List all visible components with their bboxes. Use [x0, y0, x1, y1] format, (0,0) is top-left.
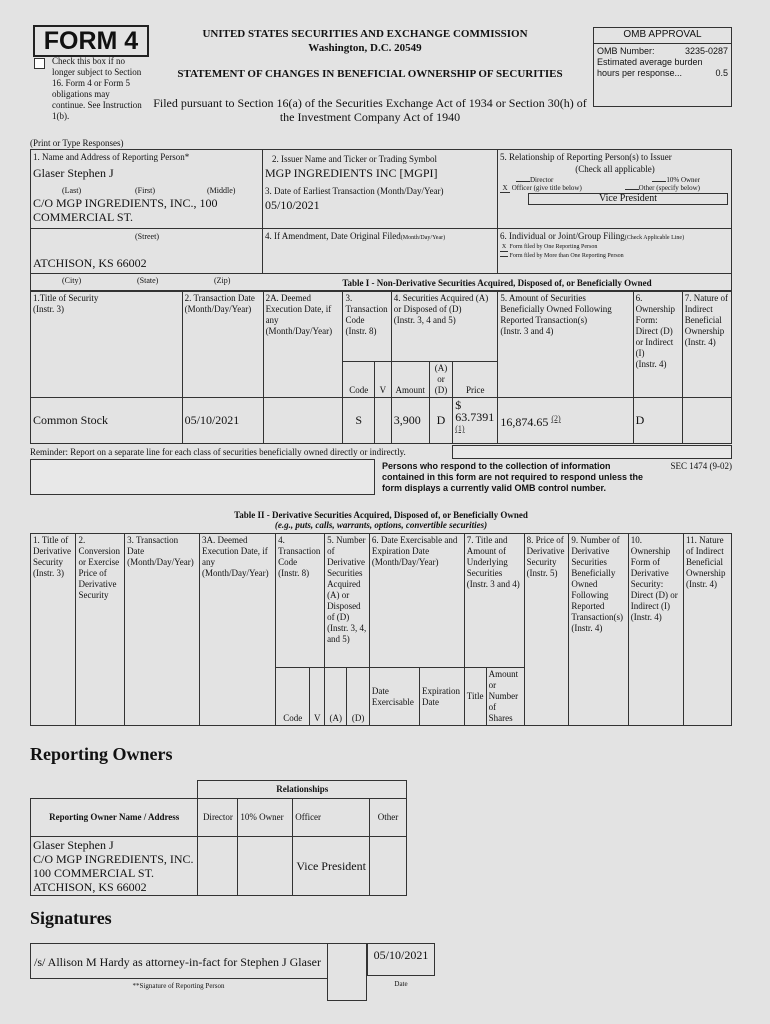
t1-v	[374, 398, 391, 444]
table1-title: Table I - Non-Derivative Securities Acquired, Disposed of, or Beneficially Owned	[342, 278, 652, 288]
t2-sub-amount: Amount or Number of Shares	[486, 668, 524, 726]
street-label: (Street)	[135, 232, 159, 241]
director-label: Director	[530, 176, 554, 184]
t1-h-code: 3. Transaction Code (Instr. 8)	[343, 292, 391, 362]
t2-h-date: 3. Transaction Date (Month/Day/Year)	[125, 534, 200, 726]
date-label: Date	[394, 980, 408, 988]
t1-transaction-date: 05/10/2021	[182, 398, 263, 444]
owner-officer: Vice President	[293, 837, 370, 896]
box2-label: 2. Issuer Name and Ticker or Trading Symbol	[272, 154, 437, 164]
officer-check: X	[500, 184, 510, 193]
agency-city: Washington, D.C. 20549	[308, 42, 422, 54]
first-label: (First)	[135, 186, 155, 195]
box1-footnote-mark: *	[184, 152, 190, 162]
t1-deemed-date	[263, 398, 343, 444]
t1-price-footnote[interactable]: (1)	[455, 424, 465, 433]
agency-name: UNITED STATES SECURITIES AND EXCHANGE COMMISSION	[202, 28, 528, 40]
t2-h-conversion: 2. Conversion or Exercise Price of Derivative Security	[76, 534, 125, 726]
box6-label: 6. Individual or Joint/Group Filing	[500, 231, 625, 241]
t1-owned: 16,874.65	[500, 415, 549, 429]
t2-h-owned: 9. Number of Derivative Securities Beneficially Owned Following Reported Transaction(s) (Instr. 4)	[569, 534, 628, 726]
t2-h-nature: 11. Nature of Indirect Beneficial Ownership (Instr. 4)	[684, 534, 732, 726]
t2-h-exercisable: 6. Date Exercisable and Expiration Date (Month/Day/Year)	[369, 534, 464, 668]
last-label: (Last)	[62, 186, 82, 195]
filed-pursuant: Filed pursuant to Section 16(a) of the Securities Exchange Act of 1934 or Section 30(h) of the Investment Company Act of 1940	[153, 96, 587, 124]
t1-h-nature: 7. Nature of Indirect Beneficial Ownership (Instr. 4)	[682, 292, 731, 398]
reporting-person-street: C/O MGP INGREDIENTS, INC., 100 COMMERCIAL ST.	[33, 196, 218, 224]
t1-owned-footnote[interactable]: (2)	[551, 414, 561, 423]
t2-h-number: 5. Number of Derivative Securities Acquired (A) or Disposed of (D) (Instr. 3, 4, and 5)	[325, 534, 370, 668]
t1-sub-price: Price	[453, 362, 498, 398]
t1-owned-cell	[498, 398, 633, 444]
box5-label: 5. Relationship of Reporting Person(s) to Issuer	[500, 152, 672, 162]
one-person-check: X	[501, 244, 507, 250]
t1-ad: D	[429, 398, 453, 444]
t1-price-cell	[453, 398, 498, 444]
t1-sub-amount: Amount	[391, 362, 429, 398]
one-person-label: Form filed by One Reporting Person	[509, 244, 598, 250]
persons-notice: Persons who respond to the collection of information contained in this form are not required to respond unless the form displays a currently valid OMB control number.	[382, 461, 644, 493]
city-label: (City)	[62, 276, 82, 285]
officer-title: Vice President	[528, 193, 728, 205]
t2-sub-code: Code	[276, 668, 310, 726]
officer-label: Officer (give title below)	[511, 184, 582, 192]
box3-label: 3. Date of Earliest Transaction (Month/Day/Year)	[265, 186, 444, 196]
omb-burden-label: Estimated average burden	[597, 57, 703, 67]
zip-label: (Zip)	[214, 276, 231, 285]
table2-title: Table II - Derivative Securities Acquired, Disposed of, or Beneficially Owned	[234, 510, 528, 520]
box5-sub: (Check all applicable)	[575, 164, 655, 174]
state-label: (State)	[137, 276, 159, 285]
form-title: FORM 4	[33, 25, 149, 57]
officer-header: Officer	[293, 799, 370, 837]
box4-label-small: (Month/Day/Year)	[400, 235, 446, 241]
table-row	[31, 398, 732, 444]
t2-sub-title: Title	[464, 668, 486, 726]
director-header: Director	[198, 799, 238, 837]
t1-price: $ 63.7391	[455, 398, 495, 424]
signature-label: Signature of Reporting Person	[139, 982, 225, 990]
reporting-owners-heading: Reporting Owners	[30, 744, 173, 764]
ten-percent-owner-label: 10% Owner	[666, 176, 700, 184]
t2-sub-a: (A)	[325, 668, 347, 726]
t1-amount: 3,900	[391, 398, 429, 444]
t2-h-underlying: 7. Title and Amount of Underlying Securities (Instr. 3 and 4)	[464, 534, 524, 668]
owner-name-header: Reporting Owner Name / Address	[31, 799, 198, 837]
omb-hours-label: hours per response...	[597, 68, 683, 78]
table1-non-derivative	[30, 291, 732, 444]
sec-code: SEC 1474 (9-02)	[670, 461, 732, 471]
table2-subtitle: (e.g., puts, calls, warrants, options, convertible securities)	[274, 520, 488, 530]
t1-h-title: 1.Title of Security (Instr. 3)	[31, 292, 183, 398]
issuer-name: MGP INGREDIENTS INC [MGPI]	[265, 166, 438, 180]
signature-text: /s/ Allison M Hardy as attorney-in-fact for Stephen J Glaser	[34, 955, 321, 969]
t1-sub-v: V	[374, 362, 391, 398]
t2-h-ownership: 10. Ownership Form of Derivative Security: Direct (D) or Indirect (I) (Instr. 4)	[628, 534, 683, 726]
t1-h-securities: 4. Securities Acquired (A) or Disposed of (D) (Instr. 3, 4 and 5)	[391, 292, 498, 362]
t2-sub-exp: Expiration Date	[419, 668, 464, 726]
multi-person-label: Form filed by More than One Reporting Person	[509, 253, 624, 259]
t2-h-price: 8. Price of Derivative Security (Instr. 5)	[524, 534, 569, 726]
t2-sub-d: (D)	[347, 668, 369, 726]
signatures-heading: Signatures	[30, 908, 112, 928]
t2-h-deemed: 3A. Deemed Execution Date, if any (Month/Day/Year)	[200, 534, 276, 726]
relationships-header: Relationships	[198, 781, 407, 799]
t1-code: S	[343, 398, 375, 444]
checkbox-label: Check this box if no longer subject to Section 16. Form 4 or Form 5 obligations may continue. See Instruction 1(b).	[52, 56, 142, 121]
reminder-box-left	[30, 459, 375, 495]
box6-label-small: (Check Applicable Line)	[624, 235, 685, 241]
owner-ten-percent	[238, 837, 293, 896]
other-label: Other (specify below)	[638, 184, 700, 192]
t2-h-code: 4. Transaction Code (Instr. 8)	[276, 534, 325, 668]
no-longer-subject-checkbox[interactable]	[34, 58, 45, 69]
middle-label: (Middle)	[207, 186, 236, 195]
owner-other	[370, 837, 407, 896]
earliest-transaction-date: 05/10/2021	[265, 198, 320, 212]
print-type-note: (Print or Type Responses)	[30, 138, 124, 148]
t1-h-date: 2. Transaction Date (Month/Day/Year)	[182, 292, 263, 398]
box4-label: 4. If Amendment, Date Original Filed	[265, 231, 401, 241]
t1-h-ownership: 6. Ownership Form: Direct (D) or Indirect (I) (Instr. 4)	[633, 292, 682, 398]
ten-percent-owner-header: 10% Owner	[238, 799, 293, 837]
signature-spacer	[327, 943, 367, 1001]
t1-form: D	[633, 398, 682, 444]
t1-h-deemed: 2A. Deemed Execution Date, if any (Month/Day/Year)	[263, 292, 343, 398]
omb-approval-box	[593, 27, 732, 107]
omb-title: OMB APPROVAL	[594, 28, 731, 44]
omb-number: 3235-0287	[684, 46, 728, 56]
box1-label: 1. Name and Address of Reporting Person	[33, 152, 185, 162]
table-row	[31, 837, 407, 896]
t2-sub-v: V	[310, 668, 325, 726]
t1-sub-ad: (A) or (D)	[429, 362, 453, 398]
statement-title: STATEMENT OF CHANGES IN BENEFICIAL OWNERSHIP OF SECURITIES	[177, 68, 563, 80]
t2-sub-date-ex: Date Exercisable	[369, 668, 419, 726]
reporting-person-city: ATCHISON, KS 66002	[33, 256, 147, 270]
reminder-text: Reminder: Report on a separate line for each class of securities beneficially owned directly or indirectly.	[30, 447, 406, 457]
other-header: Other	[370, 799, 407, 837]
signature-mark: **	[132, 982, 140, 990]
omb-number-label: OMB Number:	[597, 46, 655, 56]
t1-security-title: Common Stock	[31, 398, 183, 444]
reporting-person-name: Glaser Stephen J	[33, 166, 114, 180]
t1-nature	[682, 398, 731, 444]
signature-date: 05/10/2021	[373, 948, 429, 962]
reporting-owners-table	[30, 780, 407, 896]
table2-derivative	[30, 533, 732, 726]
reminder-box-right	[452, 445, 732, 459]
owner-address: Glaser Stephen J C/O MGP INGREDIENTS, INC. 100 COMMERCIAL ST. ATCHISON, KS 66002	[31, 837, 198, 896]
t2-h-title: 1. Title of Derivative Security (Instr. 3)	[31, 534, 76, 726]
omb-hours: 0.5	[715, 68, 728, 78]
t1-sub-code: Code	[343, 362, 375, 398]
owner-director	[198, 837, 238, 896]
t1-h-amount-owned: 5. Amount of Securities Beneficially Owned Following Reported Transaction(s) (Instr. 3 and 4)	[498, 292, 633, 398]
